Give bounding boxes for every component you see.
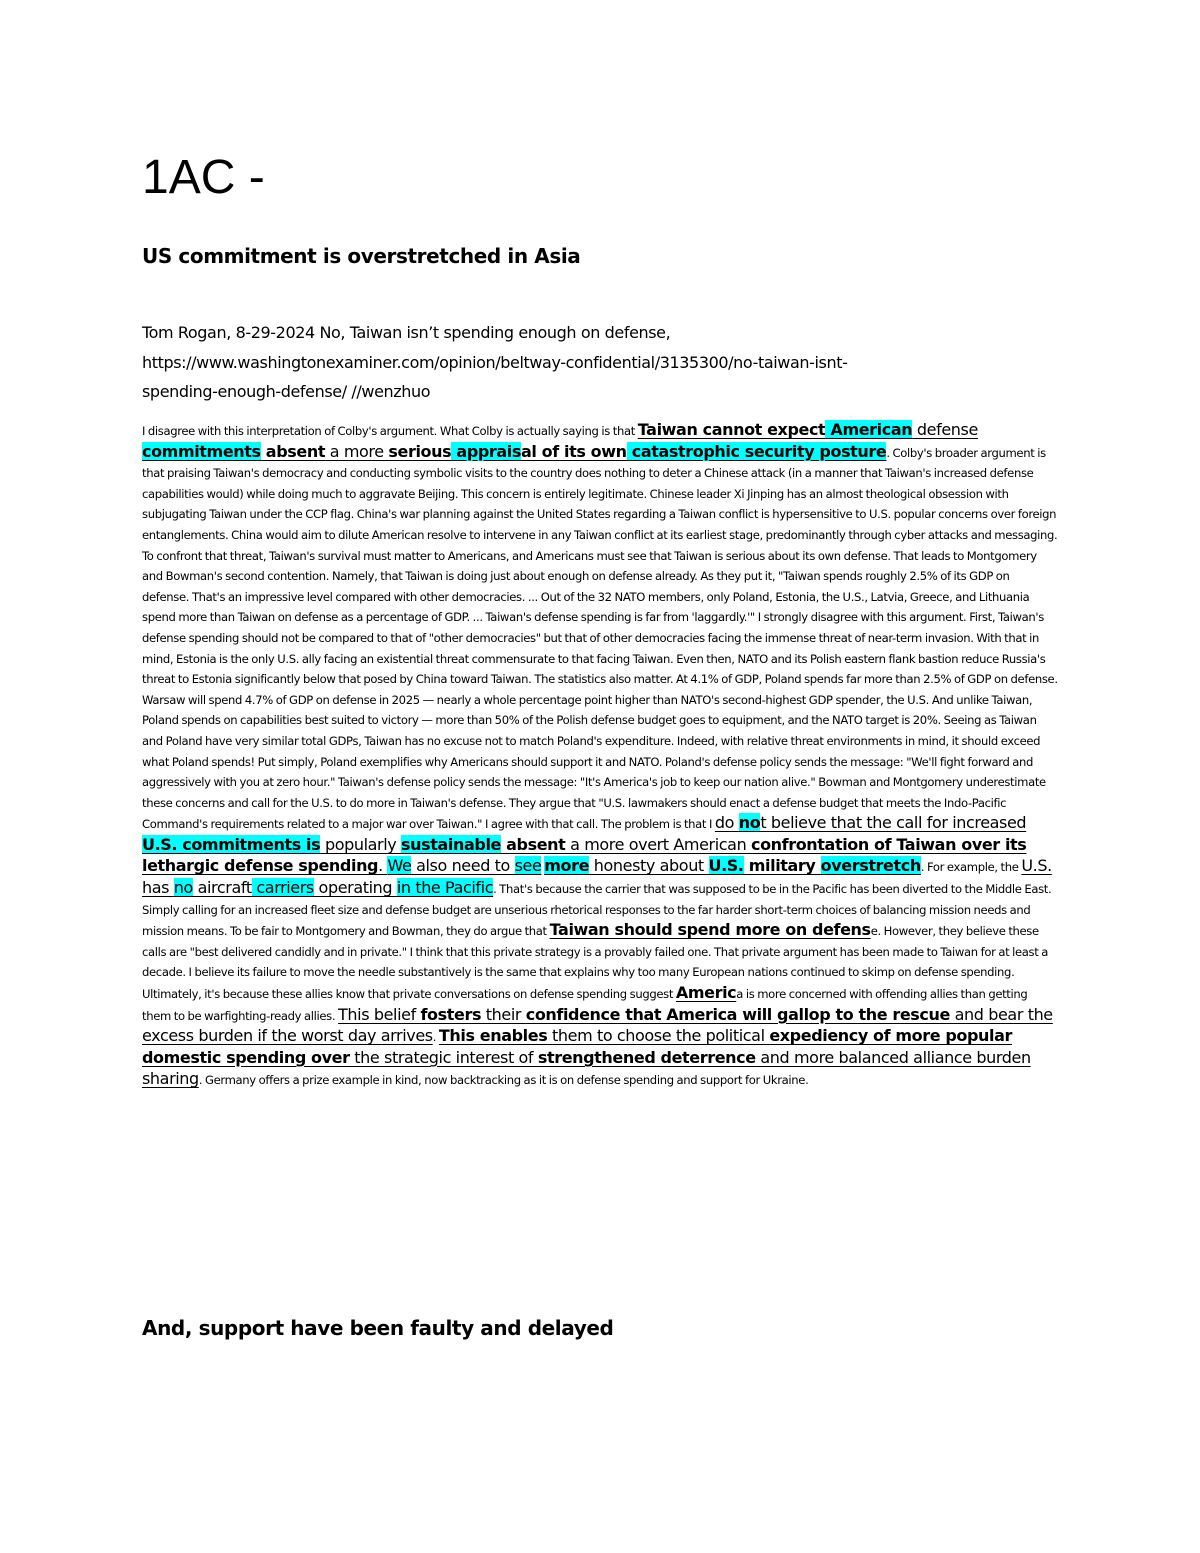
tag-heading: US commitment is overstretched in Asia (142, 244, 581, 268)
highlighted-text: U.S. commitments is (142, 834, 321, 854)
underlined-text: popularly (320, 834, 402, 854)
underlined-text: them to choose the political (547, 1026, 770, 1046)
card-text: e. However, they believe these calls are "best delivered candidly and in private." I think that this private strategy is a provably failed one. That private argument has been made to Taiwan for at least a decade. I believe its failure to move the needle substantively is the same that explains why too many European nations continued to skimp on defense spending. Ultimately, it's because these allies know that private conversations on defense spending suggest (142, 924, 1048, 1002)
highlighted-text: American (825, 420, 913, 439)
evidence-card (142, 420, 1058, 1091)
underlined-text: a more (325, 441, 389, 461)
underlined-text: and more balanced alliance burden sharing (142, 1047, 1031, 1089)
underlined-text: their (481, 1004, 526, 1024)
underlined-text: Taiwan should spend more on defens (549, 920, 871, 940)
underlined-text: a more overt American (565, 834, 751, 854)
document-title: 1AC - (142, 151, 265, 204)
highlighted-text: see (514, 856, 542, 876)
highlighted-text: commitments (142, 441, 261, 461)
underlined-text: fosters (420, 1004, 482, 1024)
highlighted-text: overstretch (820, 856, 921, 876)
underlined-text: U.S. has (142, 856, 1052, 898)
underlined-text: confidence that America will gallop to the rescue (525, 1004, 950, 1024)
underlined-text: This belief (338, 1004, 421, 1024)
citation-line: Tom Rogan, 8-29-2024 No, Taiwan isn’t spending enough on defense, (142, 323, 671, 342)
underlined-text: military (743, 856, 821, 876)
underlined-text: operating (313, 878, 397, 898)
underlined-text: Taiwan cannot expect (637, 420, 826, 439)
underlined-text: absent (260, 441, 326, 461)
highlighted-text: carriers (251, 878, 314, 898)
underlined-text: defense (912, 420, 978, 439)
underlined-text: aircraft (192, 878, 252, 898)
highlighted-text: apprais (451, 441, 522, 461)
highlighted-text: U.S. (708, 856, 744, 876)
underlined-text: serious (388, 441, 452, 461)
citation-url-line: spending-enough-defense/ //wenzhuo (142, 382, 431, 401)
card-text: . For example, the (920, 860, 1022, 875)
citation-url-line: https://www.washingtonexaminer.com/opinion/beltway-confidential/3135300/no-taiwan-isnt- (142, 352, 848, 372)
highlighted-text: in the Pacific (396, 878, 494, 898)
underlined-text: absent (500, 834, 566, 854)
underlined-text: do (714, 813, 739, 833)
underlined-text: strengthened deterrence (537, 1047, 756, 1067)
citation (142, 318, 1042, 407)
underlined-text: expediency of more popular domestic spending over (142, 1026, 1013, 1067)
underlined-text: . (378, 856, 388, 876)
underlined-text: also need to (411, 856, 515, 876)
highlighted-text: no (173, 878, 193, 898)
card-text: . Colby's broader argument is that praising Taiwan's democracy and conducting symbolic visits to the country does nothing to deter a Chinese attack (in a manner that Taiwan's increased defense capabilities would) while doing much to aggravate Beijing. This concern is entirely legitimate. Chinese leader Xi Jinping has an almost theological obsession with subjugating Taiwan under the CCP flag. China's war planning against the United States regarding a Taiwan conflict is hypersensitive to U.S. popular concerns over foreign entanglements. China would aim to dilute American resolve to intervene in any Taiwan conflict at its earliest stage, predominantly through cyber attacks and messaging. To confront that threat, Taiwan's survival must matter to Americans, and Americans must see that Taiwan is serious about its own defense. That leads to Montgomery and Bowman's second contention. Namely, that Taiwan is doing just about enough on defense already. As they put it, "Taiwan spends roughly 2.5% of its GDP on defense. That's an impressive level compared with other democracies. ... Out of the 32 NATO members, only Poland, Estonia, the U.S., Latvia, Greece, and Lithuania spend more than Taiwan on defense as a percentage of GDP. ... Taiwan's defense spending is far from 'laggardly.'" I strongly disagree with this argument. First, Taiwan's defense spending should not be compared to that of "other democracies" but that of other democracies facing the immense threat of near-term invasion. With that in mind, Estonia is the only U.S. ally facing an existential threat commensurate to that facing Taiwan. Even then, NATO and its Polish eastern flank bastion reduce Russia's threat to Estonia significantly below that posed by China toward Taiwan. The statistics also matter. At 4.1% of GDP, Poland spends far more than 2.5% of GDP on defense. Warsaw will spend 4.7% of GDP on defense in 2025 — nearly a whole percentage point higher than NATO's second-highest GDP spender, the U.S. And unlike Taiwan, Poland spends on capabilities best suited to victory — more than 50% of the Polish defense budget goes to equipment, and the NATO target is 20%. Seeing as Taiwan and Poland have very similar total GDPs, Taiwan has no excuse not to match Poland's expenditure. Indeed, with relative threat environments in mind, it should exceed what Poland spends! Put simply, Poland exemplifies why Americans should support it and NATO. Poland's defense policy sends the message: "We'll fight forward and aggressively with you at zero hour." Taiwan's defense policy sends the message: "It's America's job to keep our nation alive." Bowman and Montgomery underestimate these concerns and call for the U.S. to do more in Taiwan's defense. They argue that "U.S. lawmakers should enact a defense budget that meets the Indo-Pacific Command's requirements related to a major war over Taiwan." I agree with that call. The problem is that I (142, 445, 1058, 832)
underlined-text: and bear the excess burden if the worst day arrives (142, 1004, 1053, 1046)
card-text: . (432, 1030, 439, 1045)
underlined-text: confrontation of Taiwan over its lethargic defense spending (142, 834, 1027, 876)
highlighted-text: catastrophic security posture (626, 441, 887, 461)
highlighted-text: more (544, 856, 590, 876)
underlined-text: This enables (438, 1026, 548, 1046)
underlined-text: honesty about (589, 856, 709, 876)
card-text: . That's because the carrier that was supposed to be in the Pacific has been diverted to the Middle East. Simply calling for an increased fleet size and defense budget are unserious rhetorical responses to the far harder short-term choices of balancing mission needs and mission means. To be fair to Montgomery and Bowman, they do argue that (142, 882, 1052, 939)
card-text: I disagree with this interpretation of Colby's argument. What Colby is actually saying is that (142, 424, 638, 438)
underlined-text: t believe that the call for increased (760, 813, 1027, 833)
underlined-text: Americ (675, 983, 737, 1003)
highlighted-text: no (738, 813, 761, 833)
highlighted-text: We (387, 856, 412, 876)
underlined-text: the strategic interest of (349, 1047, 538, 1067)
underlined-text: al of its own (521, 441, 627, 461)
card-text: . Germany offers a prize example in kind, now backtracking as it is on defense spending and support for Ukraine. (198, 1073, 809, 1088)
card-text: a is more concerned with offending allies than getting them to be warfighting-ready allies. (142, 987, 1028, 1023)
tag-heading: And, support have been faulty and delayed (142, 1316, 614, 1340)
highlighted-text: sustainable (401, 834, 501, 854)
